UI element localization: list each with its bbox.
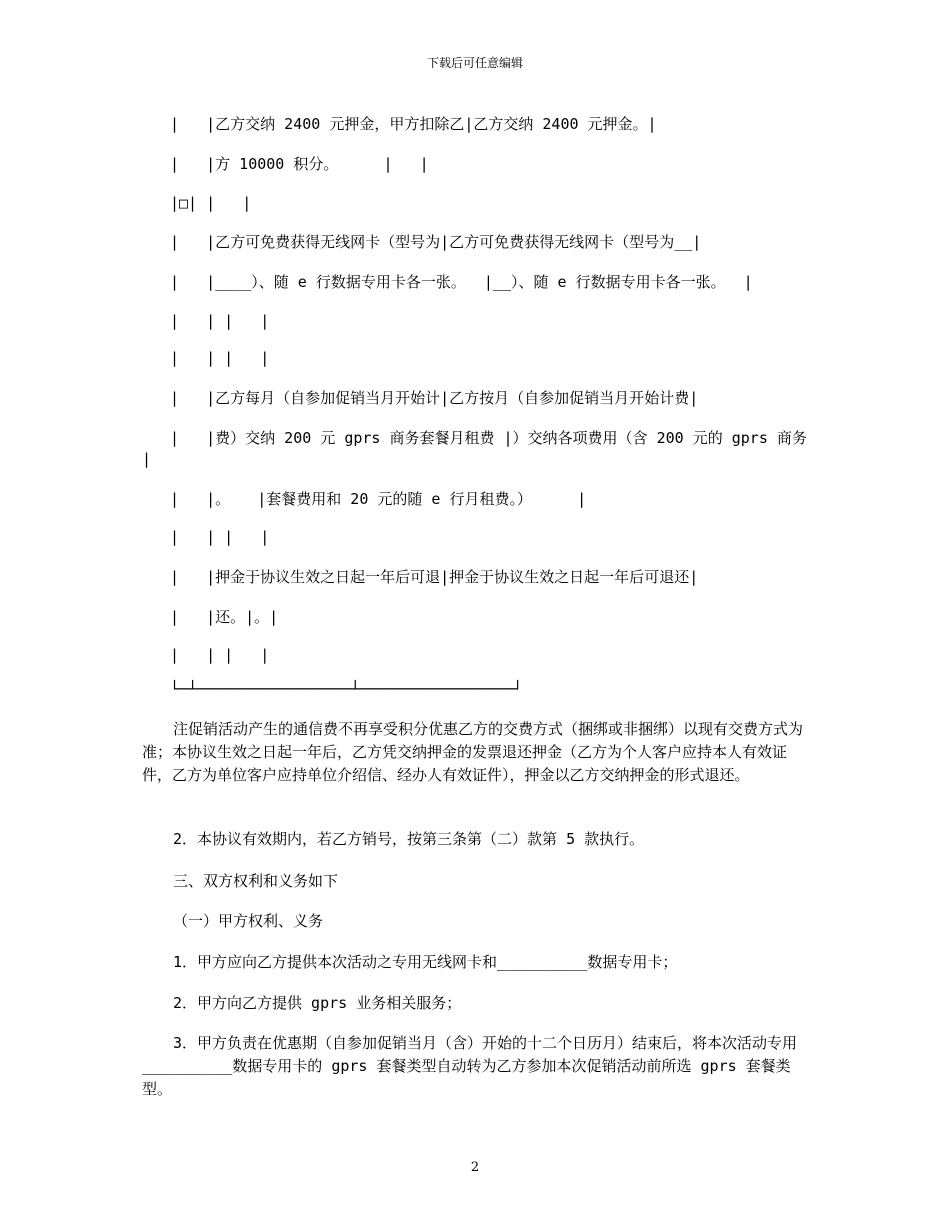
table-line: | |方 10000 积分。 | | — [170, 155, 429, 173]
table-line: | |乙方每月（自参加促销当月开始计|乙方按月（自参加促销当月开始计费| — [170, 389, 699, 407]
table-line: | | | | — [170, 312, 270, 330]
paragraph-clause-2: 2．本协议有效期内，若乙方销号，按第三条第（二）款第 5 款执行。 — [173, 830, 645, 848]
page-header: 下载后可任意编辑 — [426, 56, 523, 70]
page-number: 2 — [470, 1160, 480, 1175]
table-line: | |押金于协议生效之日起一年后可退|押金于协议生效之日起一年后可退还| — [170, 568, 699, 586]
paragraph-item-1: 1．甲方应向乙方提供本次活动之专用无线网卡和__________数据专用卡； — [173, 953, 678, 971]
paragraph-item-2: 2．甲方向乙方提供 gprs 业务相关服务； — [173, 994, 462, 1012]
table-line: |□| | | — [170, 194, 252, 212]
table-line: | |。 |套餐费用和 20 元的随 e 行月租费。） | — [170, 490, 587, 508]
paragraph-settlement: 注促销活动产生的通信费不再享受积分优惠乙方的交费方式（捆绑或非捆绑）以现有交费方式为准；本协议生效之日起一年后，乙方凭交纳押金的发票退还押金（乙方为个人客户应持本人有效证件，乙方为单位客户应持单位介绍信、经办人有效证件），押金以乙方交纳押金的形式退还。 — [142, 720, 804, 784]
paragraph-item-3: 3．甲方负责在优惠期（自参加促销当月（含）开始的十二个日历月）结束后，将本次活动专用__________数据专用卡的 gprs 套餐类型自动转为乙方参加本次促销活动前所选 gprs 套餐类型。 — [142, 1034, 798, 1098]
table-line: | |____）、随 e 行数据专用卡各一张。 |__）、随 e 行数据专用卡各一张。 | — [170, 273, 753, 291]
table-line: | |还。|。| — [170, 608, 279, 626]
table-line: | |费）交纳 200 元 gprs 商务套餐月租费 |）交纳各项费用（含 200 元的 gprs 商务 — [170, 429, 807, 447]
table-line: | | | | — [170, 349, 270, 367]
table-line: | | | | — [170, 528, 270, 546]
table-line: | |乙方交纳 2400 元押金，甲方扣除乙|乙方交纳 2400 元押金。| — [170, 115, 657, 133]
table-line: | — [142, 450, 152, 468]
section-heading: 三、双方权利和义务如下 — [173, 872, 339, 890]
table-line: | |乙方可免费获得无线网卡（型号为|乙方可免费获得无线网卡（型号为__| — [170, 233, 702, 251]
table-line: | | | | — [170, 646, 270, 664]
table-bottom-border: └─┴─────────────────┴─────────────────┘ — [170, 680, 523, 698]
subsection-heading: （一）甲方权利、义务 — [173, 912, 324, 930]
